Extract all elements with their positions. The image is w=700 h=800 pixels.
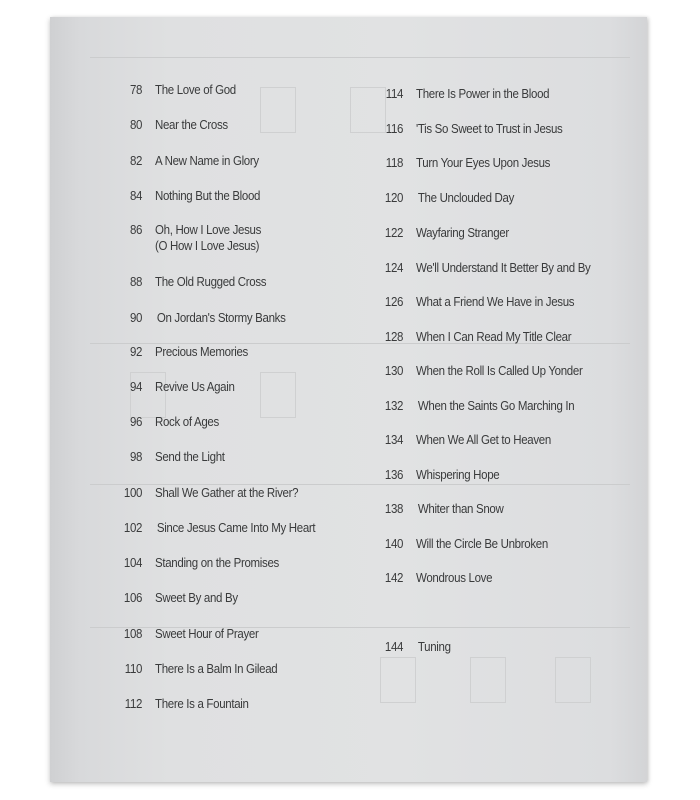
toc-entry[interactable] [370, 190, 514, 206]
toc-entry[interactable] [370, 225, 509, 241]
page-number: 86 [129, 223, 143, 237]
toc-entry[interactable] [370, 155, 550, 171]
show-through-chord-diagram [380, 657, 416, 703]
page-number: 118 [385, 156, 404, 170]
song-title: Near the Cross [155, 118, 228, 132]
toc-entry[interactable] [109, 520, 315, 536]
toc-entry[interactable] [109, 379, 235, 395]
page-number: 102 [123, 521, 143, 535]
page-number: 96 [129, 415, 143, 429]
page-number: 108 [123, 627, 143, 641]
song-title: 'Tis So Sweet to Trust in Jesus [416, 122, 563, 136]
page-number: 106 [123, 591, 143, 605]
song-title: Sweet Hour of Prayer [155, 627, 259, 641]
toc-entry[interactable] [109, 590, 238, 606]
toc-entry[interactable] [109, 153, 259, 169]
song-title-multiline [155, 222, 261, 254]
song-title: When We All Get to Heaven [416, 433, 551, 447]
song-title: Revive Us Again [155, 380, 235, 394]
toc-entry[interactable] [109, 344, 248, 360]
page-number: 82 [129, 154, 143, 168]
toc-entry[interactable] [370, 570, 492, 586]
song-title: Whiter than Snow [417, 502, 504, 516]
page-number: 90 [129, 311, 143, 325]
song-title: Standing on the Promises [155, 556, 279, 570]
page-number: 136 [384, 468, 404, 482]
page-number: 142 [384, 571, 404, 585]
page-number: 92 [129, 345, 143, 359]
page-number: 94 [129, 380, 143, 394]
page-number: 120 [384, 191, 404, 205]
song-title: The Unclouded Day [417, 191, 515, 205]
show-through-line [90, 57, 630, 58]
song-title: What a Friend We Have in Jesus [416, 295, 575, 309]
toc-entry[interactable] [370, 329, 571, 345]
song-title: Send the Light [155, 450, 225, 464]
toc-entry[interactable] [370, 294, 574, 310]
toc-entry[interactable] [109, 188, 260, 204]
song-title: A New Name in Glory [155, 154, 259, 168]
song-title: When the Saints Go Marching In [417, 399, 575, 413]
page-number: 98 [129, 450, 143, 464]
song-title: Turn Your Eyes Upon Jesus [416, 156, 551, 170]
page-number: 144 [384, 640, 404, 654]
song-title: There Is a Balm In Gilead [155, 662, 278, 676]
show-through-chord-diagram [260, 372, 296, 418]
song-title: When I Can Read My Title Clear [416, 330, 572, 344]
page-number: 112 [124, 697, 143, 711]
page-number: 114 [385, 87, 404, 101]
page-number: 88 [129, 275, 143, 289]
song-title: Since Jesus Came Into My Heart [156, 521, 316, 535]
toc-entry[interactable] [370, 121, 562, 137]
page-number: 78 [129, 83, 143, 97]
toc-entry[interactable] [370, 501, 503, 517]
toc-entry[interactable] [109, 696, 249, 712]
song-alt-title: (O How I Love Jesus) [155, 239, 260, 253]
toc-entry[interactable] [109, 82, 236, 98]
song-title: We'll Understand It Better By and By [416, 261, 591, 275]
song-title: Wayfaring Stranger [416, 226, 509, 240]
page-number: 126 [384, 295, 404, 309]
toc-entry[interactable] [109, 555, 279, 571]
song-title: There Is a Fountain [155, 697, 249, 711]
song-title: Tuning [417, 640, 451, 654]
page-number: 132 [384, 399, 404, 413]
page-number: 124 [384, 261, 404, 275]
page-number: 116 [385, 122, 404, 136]
toc-entry[interactable] [109, 485, 298, 501]
toc-entry[interactable] [370, 536, 548, 552]
song-title: Oh, How I Love Jesus [155, 223, 262, 237]
song-title: Sweet By and By [155, 591, 238, 605]
toc-entry[interactable] [370, 398, 574, 414]
show-through-chord-diagram [470, 657, 506, 703]
page-number: 138 [384, 502, 404, 516]
toc-entry[interactable] [370, 432, 551, 448]
song-title: Wondrous Love [416, 571, 493, 585]
toc-entry[interactable] [370, 86, 549, 102]
page-number: 110 [124, 662, 143, 676]
page-number: 80 [129, 118, 143, 132]
toc-entry[interactable] [370, 260, 590, 276]
toc-entry[interactable] [109, 661, 277, 677]
song-title: Rock of Ages [155, 415, 219, 429]
song-title: On Jordan's Stormy Banks [156, 311, 286, 325]
page-number: 130 [384, 364, 404, 378]
song-title: Shall We Gather at the River? [155, 486, 299, 500]
toc-entry[interactable] [109, 222, 261, 254]
toc-entry[interactable] [109, 449, 225, 465]
page-number: 84 [129, 189, 143, 203]
show-through-chord-diagram [260, 87, 296, 133]
song-title: The Love of God [155, 83, 236, 97]
song-title: Will the Circle Be Unbroken [416, 537, 548, 551]
page-number: 140 [384, 537, 404, 551]
page-number: 104 [123, 556, 143, 570]
song-title: Nothing But the Blood [155, 189, 261, 203]
song-title: The Old Rugged Cross [155, 275, 267, 289]
page-number: 100 [123, 486, 143, 500]
song-title: Whispering Hope [416, 468, 500, 482]
toc-entry[interactable] [370, 363, 582, 379]
toc-entry[interactable] [109, 117, 228, 133]
toc-entry[interactable] [109, 626, 259, 642]
show-through-chord-diagram [555, 657, 591, 703]
toc-entry[interactable] [109, 310, 286, 326]
toc-entry[interactable] [109, 414, 219, 430]
toc-entry[interactable] [370, 639, 451, 655]
song-title: When the Roll Is Called Up Yonder [416, 364, 583, 378]
song-title: Precious Memories [155, 345, 248, 359]
song-title: There Is Power in the Blood [416, 87, 550, 101]
toc-entry[interactable] [109, 274, 266, 290]
toc-entry[interactable] [370, 467, 499, 483]
page-number: 128 [384, 330, 404, 344]
page-number: 134 [384, 433, 404, 447]
page-number: 122 [384, 226, 404, 240]
